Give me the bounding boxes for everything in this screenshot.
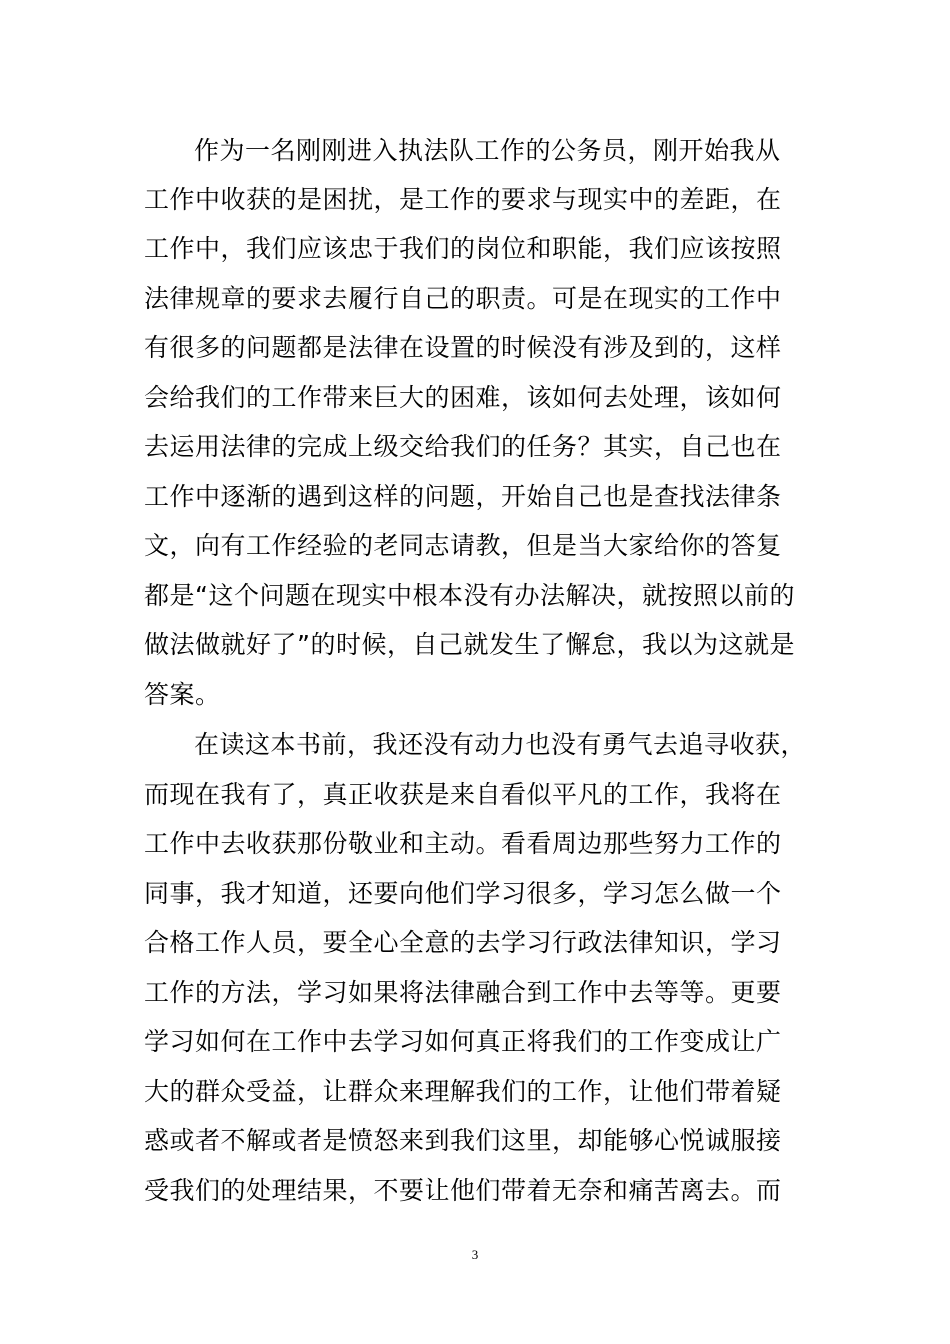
paragraph-1-line-9: 文，向有工作经验的老同志请教，但是当大家给你的答复 (144, 531, 782, 560)
paragraph-1-line-11: 做法做就好了”的时候，自己就发生了懈怠，我以为这就是 (144, 630, 795, 659)
paragraph-1-line-6: 会给我们的工作带来巨大的困难，该如何去处理，该如何 (144, 383, 782, 412)
paragraph-2-line-4: 同事，我才知道，还要向他们学习很多，学习怎么做一个 (144, 879, 782, 908)
paragraph-2-line-5: 合格工作人员，要全心全意的去学习行政法律知识，学习 (144, 928, 782, 957)
paragraph-2-line-1: 在读这本书前，我还没有动力也没有勇气去追寻收获， (194, 730, 807, 759)
paragraph-2-line-7: 学习如何在工作中去学习如何真正将我们的工作变成让广 (144, 1027, 782, 1056)
paragraph-1-line-4: 法律规章的要求去履行自己的职责。可是在现实的工作中 (144, 284, 782, 313)
paragraph-1-line-1: 作为一名刚刚进入执法队工作的公务员，刚开始我从 (194, 136, 781, 165)
paragraph-1-line-3: 工作中，我们应该忠于我们的岗位和职能，我们应该按照 (144, 234, 782, 263)
page-number: 3 (471, 1247, 479, 1262)
paragraph-1-line-2: 工作中收获的是困扰，是工作的要求与现实中的差距，在 (144, 185, 782, 214)
paragraph-2-line-3: 工作中去收获那份敬业和主动。看看周边那些努力工作的 (144, 829, 782, 858)
paragraph-2-line-2: 而现在我有了，真正收获是来自看似平凡的工作，我将在 (144, 780, 782, 809)
paragraph-1-line-10: 都是“这个问题在现实中根本没有办法解决，就按照以前的 (144, 581, 795, 610)
paragraph-1-line-8: 工作中逐渐的遇到这样的问题，开始自己也是查找法律条 (144, 482, 782, 511)
paragraph-2-line-10: 受我们的处理结果，不要让他们带着无奈和痛苦离去。而 (144, 1176, 782, 1205)
paragraph-2-line-8: 大的群众受益，让群众来理解我们的工作，让他们带着疑 (144, 1077, 782, 1106)
paragraph-1-line-5: 有很多的问题都是法律在设置的时候没有涉及到的，这样 (144, 333, 782, 362)
paragraph-1-line-7: 去运用法律的完成上级交给我们的任务？其实，自己也在 (144, 432, 782, 461)
paragraph-2-line-9: 惑或者不解或者是愤怒来到我们这里，却能够心悦诚服接 (144, 1126, 782, 1155)
paragraph-2-line-6: 工作的方法，学习如果将法律融合到工作中去等等。更要 (144, 978, 782, 1007)
paragraph-1-line-12: 答案。 (144, 680, 221, 709)
